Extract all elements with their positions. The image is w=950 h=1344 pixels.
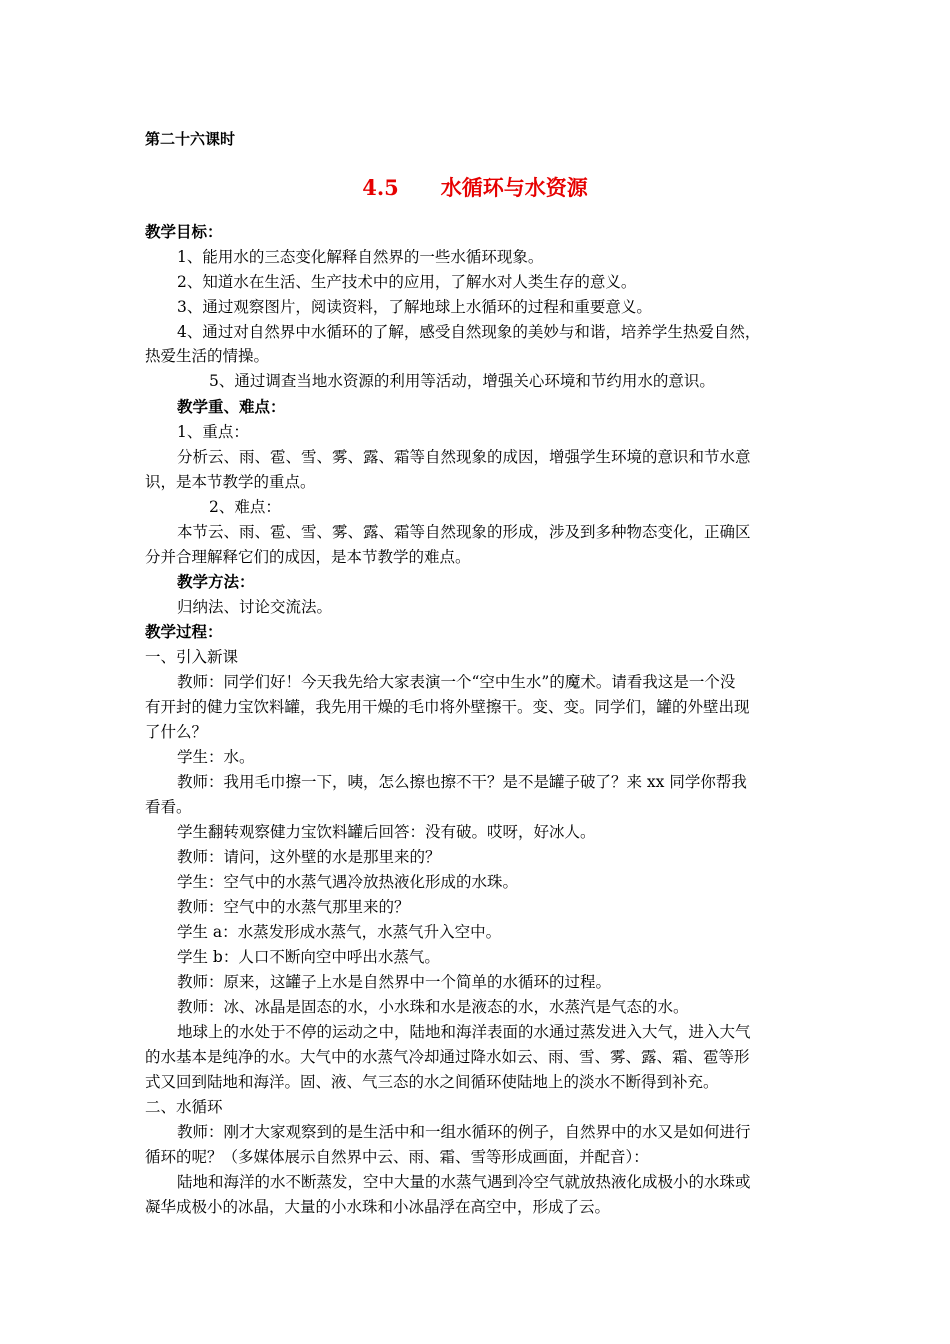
lesson-label: 第二十六课时 [145,130,236,148]
text-line: 学生 b：人口不断向空中呼出水蒸气。 [177,948,440,966]
heading-key-points: 教学重、难点： [177,397,286,416]
text-line: 的水基本是纯净的水。大气中的水蒸气冷却通过降水如云、雨、雪、雾、露、霜、雹等形 [145,1048,750,1066]
text-line: 了什么？ [145,723,208,741]
text-line: 分并合理解释它们的成因，是本节教学的难点。 [145,548,471,566]
text-line: 3、通过观察图片，阅读资料，了解地球上水循环的过程和重要意义。 [177,298,652,316]
text-line: 学生：空气中的水蒸气遇冷放热液化形成的水珠。 [177,873,519,891]
text-line: 2、难点： [209,498,281,516]
text-line: 地球上的水处于不停的运动之中，陆地和海洋表面的水通过蒸发进入大气，进入大气 [177,1023,751,1041]
text-line: 学生翻转观察健力宝饮料罐后回答：没有破。哎呀，好冰人。 [177,823,596,841]
text-line: 本节云、雨、雹、雪、雾、露、霜等自然现象的形成，涉及到多种物态变化，正确区 [177,523,751,541]
text-line: 教师：冰、冰晶是固态的水，小水珠和水是液态的水，水蒸汽是气态的水。 [177,998,689,1016]
text-line: 热爱生活的情操。 [145,347,270,365]
text-line: 循环的呢？（多媒体展示自然界中云、雨、霜、雪等形成画面，并配音）： [145,1148,649,1166]
text-line: 教师：原来，这罐子上水是自然界中一个简单的水循环的过程。 [177,973,612,991]
section-heading: 一、引入新课 [145,648,239,666]
text-line: 4、通过对自然界中水循环的了解，感受自然现象的美妙与和谐，培养学生热爱自然， [177,323,761,341]
text-line: 1、能用水的三态变化解释自然界的一些水循环现象。 [177,248,544,266]
text-line: 看看。 [145,798,192,816]
text-line: 识，是本节教学的重点。 [145,473,316,491]
text-line: 教师：空气中的水蒸气那里来的？ [177,898,410,916]
heading-methods: 教学方法： [177,572,255,591]
text-line: 5、通过调查当地水资源的利用等活动，增强关心环境和节约用水的意识。 [209,372,715,390]
text-line: 1、重点： [177,423,249,441]
text-line: 教师：同学们好！今天我先给大家表演一个“空中生水”的魔术。请看我这是一个没 [177,673,736,691]
section-heading: 二、水循环 [145,1098,223,1116]
text-line: 有开封的健力宝饮料罐，我先用干燥的毛巾将外壁擦干。变、变。同学们，罐的外壁出现 [145,698,750,716]
text-line: 教师：请问，这外壁的水是那里来的？ [177,848,441,866]
text-line: 凝华成极小的冰晶，大量的小水珠和小冰晶浮在高空中，形成了云。 [145,1198,611,1216]
text-line: 学生 a：水蒸发形成水蒸气，水蒸气升入空中。 [177,923,502,941]
text-line: 教师：刚才大家观察到的是生活中和一组水循环的例子，自然界中的水又是如何进行 [177,1123,751,1141]
heading-process: 教学过程： [145,622,223,641]
text-line: 学生：水。 [177,748,255,766]
text-line: 2、知道水在生活、生产技术中的应用，了解水对人类生存的意义。 [177,273,637,291]
text-line: 分析云、雨、雹、雪、雾、露、霜等自然现象的成因，增强学生环境的意识和节水意 [177,448,751,466]
page-title: 4.5 水循环与水资源 [362,175,588,200]
text-line: 归纳法、讨论交流法。 [177,598,333,616]
heading-objectives: 教学目标： [145,222,223,241]
text-line: 陆地和海洋的水不断蒸发，空中大量的水蒸气遇到冷空气就放热液化成极小的水珠或 [177,1173,751,1191]
text-line: 式又回到陆地和海洋。固、液、气三态的水之间循环使陆地上的淡水不断得到补充。 [145,1073,719,1091]
text-line: 教师：我用毛巾擦一下，咦，怎么擦也擦不干？是不是罐子破了？来 xx 同学你帮我 [177,773,747,791]
